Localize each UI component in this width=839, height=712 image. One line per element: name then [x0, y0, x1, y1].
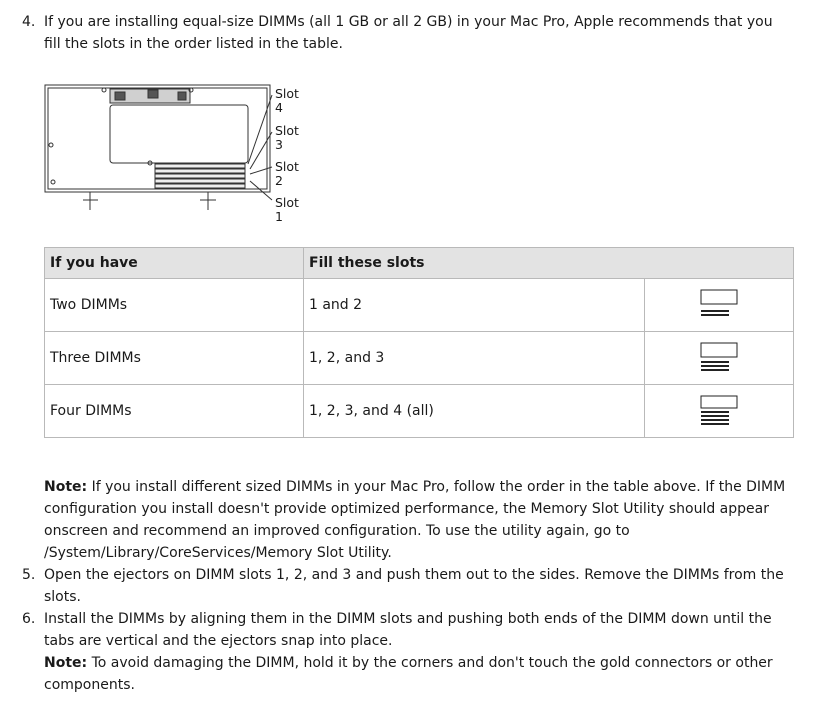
- memory-slot-diagram: [40, 78, 299, 224]
- slot-3-label: Slot 3: [275, 123, 299, 152]
- row-fill: 1 and 2: [304, 279, 645, 332]
- row-icon-cell: [645, 332, 794, 385]
- note-1-text: If you install different sized DIMMs in your Mac Pro, follow the order in the table above. If the DIMM configuration you install doesn't provide optimized performance, the Memory Slot Utility should appear onscreen and recommend an improved configuration. To use the utility again, go to /System/Library/CoreServices/Memory Slot Utility.: [44, 479, 786, 561]
- note-1-label: Note:: [44, 479, 88, 495]
- table-header-row: [45, 248, 794, 279]
- header-if-you-have: If you have: [45, 248, 304, 279]
- row-icon-cell: [645, 385, 794, 438]
- dimm-install-table: [44, 247, 794, 438]
- slot-4-label: Slot 4: [275, 86, 299, 115]
- table-row: [45, 332, 794, 385]
- row-have: Two DIMMs: [45, 279, 304, 332]
- row-have: Three DIMMs: [45, 332, 304, 385]
- step-4-number: 4.: [22, 14, 36, 30]
- slot-fill-4-icon: [697, 394, 741, 428]
- slot-fill-2-icon: [697, 288, 741, 322]
- slot-1-label: Slot 1: [275, 195, 299, 224]
- step-5-text: Open the ejectors on DIMM slots 1, 2, and 3 and push them out to the sides. Remove the DIMMs from the slots.: [44, 567, 784, 605]
- row-icon-cell: [645, 279, 794, 332]
- step-4-text: If you are installing equal-size DIMMs (all 1 GB or all 2 GB) in your Mac Pro, Apple recommends that you fill the slots in the order listed in the table.: [44, 14, 773, 52]
- table-row: [45, 279, 794, 332]
- row-fill: 1, 2, and 3: [304, 332, 645, 385]
- note-2: [44, 652, 789, 696]
- row-have: Four DIMMs: [45, 385, 304, 438]
- note-1: [44, 476, 789, 564]
- note-2-text: To avoid damaging the DIMM, hold it by the corners and don't touch the gold connectors or other components.: [44, 655, 773, 693]
- header-fill-these-slots: Fill these slots: [304, 248, 794, 279]
- table-row: [45, 385, 794, 438]
- slot-fill-3-icon: [697, 341, 741, 375]
- step-6-number: 6.: [22, 611, 36, 627]
- step-6-text: Install the DIMMs by aligning them in the DIMM slots and pushing both ends of the DIMM down until the tabs are vertical and the ejectors snap into place.: [44, 611, 772, 649]
- slot-2-label: Slot 2: [275, 159, 299, 188]
- memory-board-illustration: [40, 78, 280, 218]
- row-fill: 1, 2, 3, and 4 (all): [304, 385, 645, 438]
- step-5-number: 5.: [22, 567, 36, 583]
- note-2-label: Note:: [44, 655, 88, 671]
